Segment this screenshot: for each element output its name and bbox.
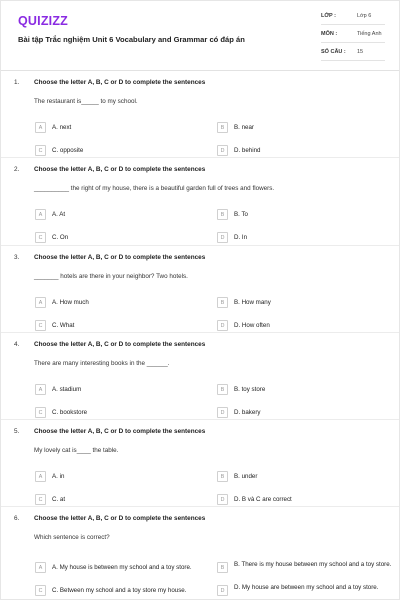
option-text: A. stadium bbox=[52, 386, 82, 393]
option-text: A. in bbox=[52, 473, 65, 480]
question-divider bbox=[1, 157, 399, 158]
question-divider bbox=[1, 245, 399, 246]
option-letter-badge: D bbox=[217, 494, 228, 505]
option-letter-badge: A bbox=[35, 122, 46, 133]
option-letter-badge: D bbox=[217, 320, 228, 331]
option-letter-badge: D bbox=[217, 585, 228, 596]
option-letter-badge: D bbox=[217, 145, 228, 156]
option-letter-badge: A bbox=[35, 471, 46, 482]
option-text: C. On bbox=[52, 234, 69, 241]
option-letter-badge: C bbox=[35, 407, 46, 418]
option-text: B. How many bbox=[234, 299, 271, 306]
meta-label: MÔN : bbox=[321, 31, 338, 37]
option-letter-badge: A bbox=[35, 297, 46, 308]
option-letter-badge: C bbox=[35, 232, 46, 243]
option-text: D. behind bbox=[234, 147, 261, 154]
question-number: 3. bbox=[14, 254, 20, 261]
meta-table bbox=[321, 11, 385, 65]
option-letter-badge: B bbox=[217, 297, 228, 308]
meta-row-count bbox=[321, 47, 385, 61]
option-letter-badge: B bbox=[217, 471, 228, 482]
meta-value: Lớp 6 bbox=[357, 13, 372, 19]
question-number: 5. bbox=[14, 428, 20, 435]
option-letter-badge: D bbox=[217, 407, 228, 418]
option-text: C. Between my school and a toy store my house. bbox=[52, 587, 187, 594]
meta-row-subject bbox=[321, 29, 385, 43]
option-letter-badge: C bbox=[35, 320, 46, 331]
meta-label: LỚP : bbox=[321, 13, 336, 19]
option-text: B. toy store bbox=[234, 386, 266, 393]
option-text: C. opposite bbox=[52, 147, 84, 154]
option-letter-badge: A bbox=[35, 384, 46, 395]
option-letter-badge: C bbox=[35, 145, 46, 156]
question-sentence: There are many interesting books in the ______. bbox=[34, 360, 170, 367]
option-letter-badge: B bbox=[217, 562, 228, 573]
option-text: A. How much bbox=[52, 299, 89, 306]
option-letter-badge: B bbox=[217, 122, 228, 133]
worksheet-title: Bài tập Trắc nghiệm Unit 6 Vocabulary and Grammar có đáp án bbox=[18, 35, 245, 44]
option-text: B. near bbox=[234, 124, 254, 131]
option-text: C. at bbox=[52, 496, 66, 503]
option-text: D. My house are between my school and a toy store. bbox=[234, 584, 379, 591]
option-text: D. In bbox=[234, 234, 248, 241]
question-divider bbox=[1, 332, 399, 333]
question-instruction: Choose the letter A, B, C or D to complete the sentences bbox=[34, 341, 206, 348]
question-divider bbox=[1, 506, 399, 507]
option-text: C. What bbox=[52, 322, 75, 329]
worksheet-header bbox=[1, 1, 399, 69]
option-text: D. bakery bbox=[234, 409, 261, 416]
question-instruction: Choose the letter A, B, C or D to complete the sentences bbox=[34, 79, 206, 86]
question-number: 4. bbox=[14, 341, 20, 348]
option-letter-badge: C bbox=[35, 494, 46, 505]
meta-value: Tiếng Anh bbox=[357, 31, 382, 37]
question-instruction: Choose the letter A, B, C or D to complete the sentences bbox=[34, 254, 206, 261]
quizizz-logo: QUIZIZZ bbox=[18, 14, 69, 28]
header-divider bbox=[1, 70, 399, 71]
option-text: D. How often bbox=[234, 322, 270, 329]
option-text: D. B và C are correct bbox=[234, 496, 292, 503]
question-instruction: Choose the letter A, B, C or D to complete the sentences bbox=[34, 428, 206, 435]
option-text: B. To bbox=[234, 211, 248, 218]
option-letter-badge: B bbox=[217, 384, 228, 395]
option-letter-badge: C bbox=[35, 585, 46, 596]
option-letter-badge: A bbox=[35, 562, 46, 573]
question-sentence: Which sentence is correct? bbox=[34, 534, 110, 541]
option-text: A. My house is between my school and a toy store. bbox=[52, 564, 192, 571]
question-number: 6. bbox=[14, 515, 20, 522]
question-instruction: Choose the letter A, B, C or D to complete the sentences bbox=[34, 515, 206, 522]
option-text: B. There is my house between my school and a toy store. bbox=[234, 561, 392, 568]
question-instruction: Choose the letter A, B, C or D to complete the sentences bbox=[34, 166, 206, 173]
option-letter-badge: B bbox=[217, 209, 228, 220]
option-text: A. next bbox=[52, 124, 72, 131]
option-text: C. bookstore bbox=[52, 409, 88, 416]
question-number: 1. bbox=[14, 79, 20, 86]
question-sentence: _______ hotels are there in your neighbor? Two hotels. bbox=[34, 273, 188, 280]
meta-row-class bbox=[321, 11, 385, 25]
question-sentence: The restaurant is_____ to my school. bbox=[34, 98, 138, 105]
question-sentence: __________ the right of my house, there is a beautiful garden full of trees and flowers. bbox=[34, 185, 275, 192]
question-number: 2. bbox=[14, 166, 20, 173]
option-letter-badge: D bbox=[217, 232, 228, 243]
meta-label: SỐ CÂU : bbox=[321, 49, 346, 55]
question-divider bbox=[1, 419, 399, 420]
question-sentence: My lovely cat is____ the table. bbox=[34, 447, 119, 454]
option-letter-badge: A bbox=[35, 209, 46, 220]
meta-value: 15 bbox=[357, 49, 364, 55]
option-text: A. At bbox=[52, 211, 66, 218]
option-text: B. under bbox=[234, 473, 258, 480]
